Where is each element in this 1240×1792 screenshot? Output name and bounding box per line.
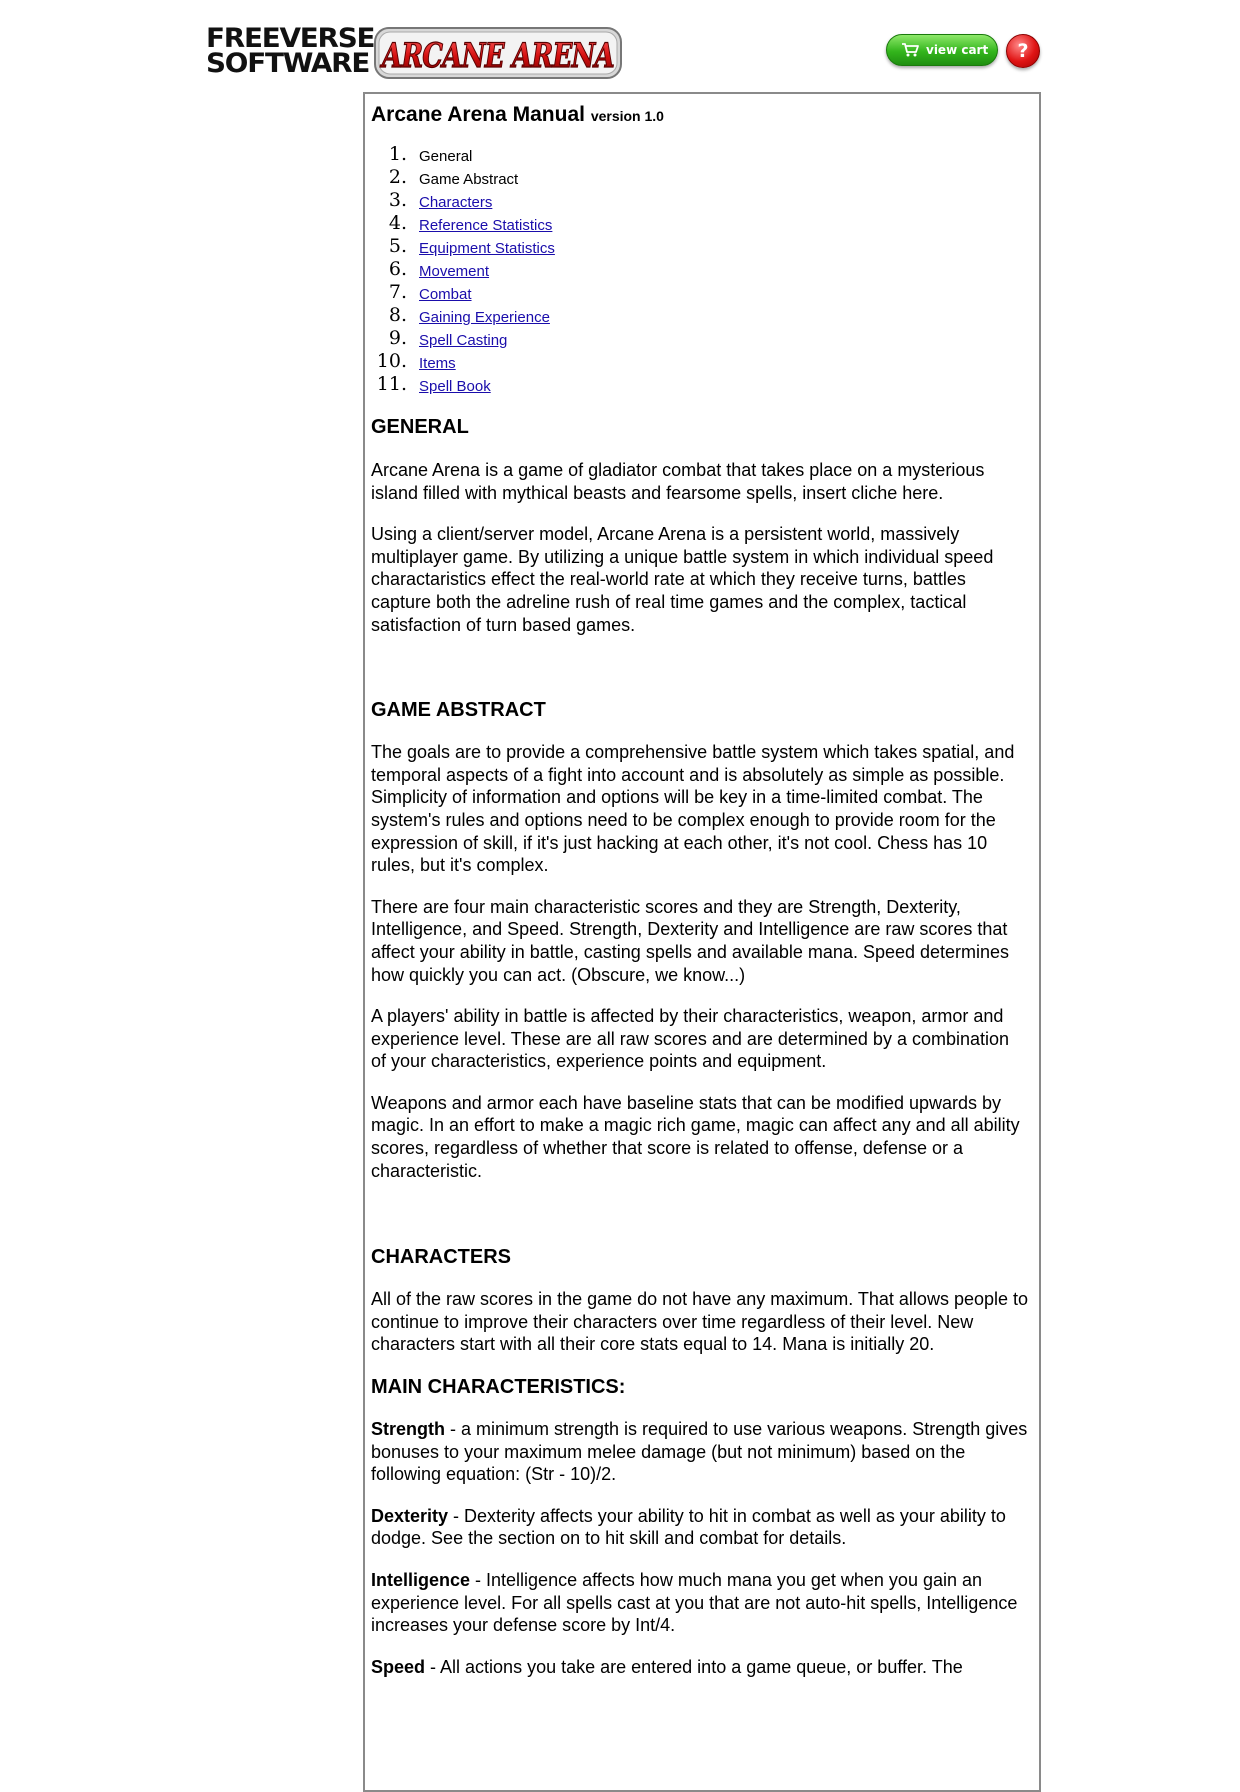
toc-number: 3. — [388, 189, 407, 211]
toc-number: 7. — [388, 281, 407, 303]
toc-number: 4. — [388, 212, 407, 234]
toc-link-movement[interactable]: Movement — [419, 263, 490, 280]
toc-number: 5. — [388, 235, 407, 257]
freeverse-logo-line2: SOFTWARE — [206, 48, 370, 79]
section-heading-main-characteristics: MAIN CHARACTERISTICS: — [371, 1376, 626, 1399]
description-intelligence: - Intelligence affects how much mana you get when you gain an experience level. For all spells cast at you that are not auto-hit spells, Intelligence increases your defense score by Int/4. — [371, 1570, 1018, 1636]
toc-item-spell-book — [371, 373, 1028, 396]
toc-number: 11. — [376, 373, 407, 395]
shopping-cart-icon — [901, 43, 919, 57]
arcane-arena-logo-text: ARCANE ARENA — [379, 36, 614, 76]
abstract-paragraph: There are four main characteristic scores and they are Strength, Dexterity, Intelligence, and Speed. Strength, Dexterity and Intelligence are raw scores that affect your ability in battle, casting spells and available mana. Speed determines how quickly you can act. (Obscure, we know...) — [371, 896, 1010, 985]
characteristic-dexterity — [371, 1505, 1028, 1550]
toc-link-reference-statistics[interactable]: Reference Statistics — [419, 217, 553, 234]
description-strength: - a minimum strength is required to use various weapons. Strength gives bonuses to your maximum melee damage (but not minimum) based on the following equation: (Str - 10)/2. — [371, 1419, 1028, 1485]
toc-number: 1. — [388, 143, 407, 165]
toc-item-movement — [371, 258, 1028, 281]
version-label: version 1.0 — [590, 108, 664, 124]
general-paragraph: Using a client/server model, Arcane Arena is a persistent world, massively multiplayer game. By utilizing a unique battle system in which individual speed charactaristics effect the real-world rate at which they receive turns, battles capture both the adreline rush of real time games and the complex, tactical satisfaction of turn based games. — [371, 524, 994, 635]
toc-link-gaining-experience[interactable]: Gaining Experience — [419, 309, 550, 326]
abstract-paragraph: The goals are to provide a comprehensive battle system which takes spatial, and temporal aspects of a fight into account and is absolutely as simple as possible. Simplicity of information and options will be key in a time-limited combat. The system's rules and options need to be complex enough to provide room for the expression of skill, if it's just hacking at each other, it's not cool. Chess has 10 rules, but it's complex. — [371, 742, 1015, 876]
view-cart-button[interactable] — [886, 34, 998, 66]
toc-item-spell-casting — [371, 327, 1028, 350]
toc-label-game-abstract: Game Abstract — [419, 171, 519, 188]
toc-item-gaining-experience — [371, 304, 1028, 327]
freeverse-logo-line1: FREEVERSE — [206, 23, 375, 54]
term-intelligence: Intelligence — [371, 1570, 471, 1590]
toc-item-game-abstract — [371, 166, 1028, 189]
page-title-text: Arcane Arena Manual — [371, 103, 585, 126]
toc-link-spell-casting[interactable]: Spell Casting — [419, 332, 508, 349]
term-speed: Speed — [371, 1656, 426, 1677]
toc-label-general: General — [419, 148, 473, 165]
toc-link-items[interactable]: Items — [419, 355, 456, 372]
section-heading-general: GENERAL — [371, 416, 469, 438]
view-cart-label: view cart — [926, 43, 989, 57]
toc-number: 2. — [388, 166, 407, 188]
toc-item-general — [371, 143, 1028, 166]
toc-number: 9. — [388, 327, 407, 349]
toc-item-items — [371, 350, 1028, 373]
characteristic-strength — [371, 1418, 1028, 1486]
characteristic-speed — [371, 1656, 1028, 1679]
toc-number: 6. — [388, 258, 407, 280]
abstract-paragraph: Weapons and armor each have baseline stats that can be modified upwards by magic. In an effort to make a magic rich game, magic can affect any and all ability scores, regardless of whether that score is related to offense, defense or a characteristic. — [371, 1092, 1020, 1181]
general-paragraph: Arcane Arena is a game of gladiator combat that takes place on a mysterious island filled with mythical beasts and fearsome spells, insert cliche here. — [371, 460, 985, 503]
characteristic-intelligence — [371, 1569, 1028, 1637]
toc-item-reference-statistics — [371, 212, 1028, 235]
toc-link-equipment-statistics[interactable]: Equipment Statistics — [419, 240, 555, 257]
arcane-arena-logo — [372, 22, 624, 84]
toc-item-characters — [371, 189, 1028, 212]
toc-number: 10. — [376, 350, 407, 372]
abstract-paragraph: A players' ability in battle is affected by their characteristics, weapon, armor and experience level. These are all raw scores and are determined by a combination of your characteristics, experience points and equipment. — [371, 1006, 1010, 1072]
characters-paragraph: All of the raw scores in the game do not have any maximum. That allows people to continue to improve their characters over time regardless of their level. New characters start with all their core stats equal to 14. Mana is initially 20. — [371, 1289, 1029, 1355]
help-button[interactable] — [1006, 34, 1040, 68]
table-of-contents — [371, 143, 1028, 396]
toc-item-combat — [371, 281, 1028, 304]
toc-link-combat[interactable]: Combat — [419, 286, 472, 303]
description-speed: - All actions you take are entered into a game queue, or buffer. The — [425, 1656, 963, 1677]
section-heading-game-abstract: GAME ABSTRACT — [371, 699, 546, 722]
question-mark-icon: ? — [1017, 40, 1029, 62]
toc-link-spell-book[interactable]: Spell Book — [419, 378, 491, 395]
description-dexterity: - Dexterity affects your ability to hit in combat as well as your ability to dodge. See the section on to hit skill and combat for details. — [371, 1505, 1006, 1549]
toc-number: 8. — [388, 304, 407, 326]
toc-item-equipment-statistics — [371, 235, 1028, 258]
toc-link-characters[interactable]: Characters — [419, 194, 493, 211]
freeverse-logo — [206, 23, 375, 79]
page-title — [371, 102, 1028, 129]
manual-content — [363, 92, 1041, 1792]
term-dexterity: Dexterity — [371, 1505, 449, 1526]
term-strength: Strength — [371, 1419, 445, 1440]
section-heading-characters: CHARACTERS — [371, 1246, 511, 1269]
